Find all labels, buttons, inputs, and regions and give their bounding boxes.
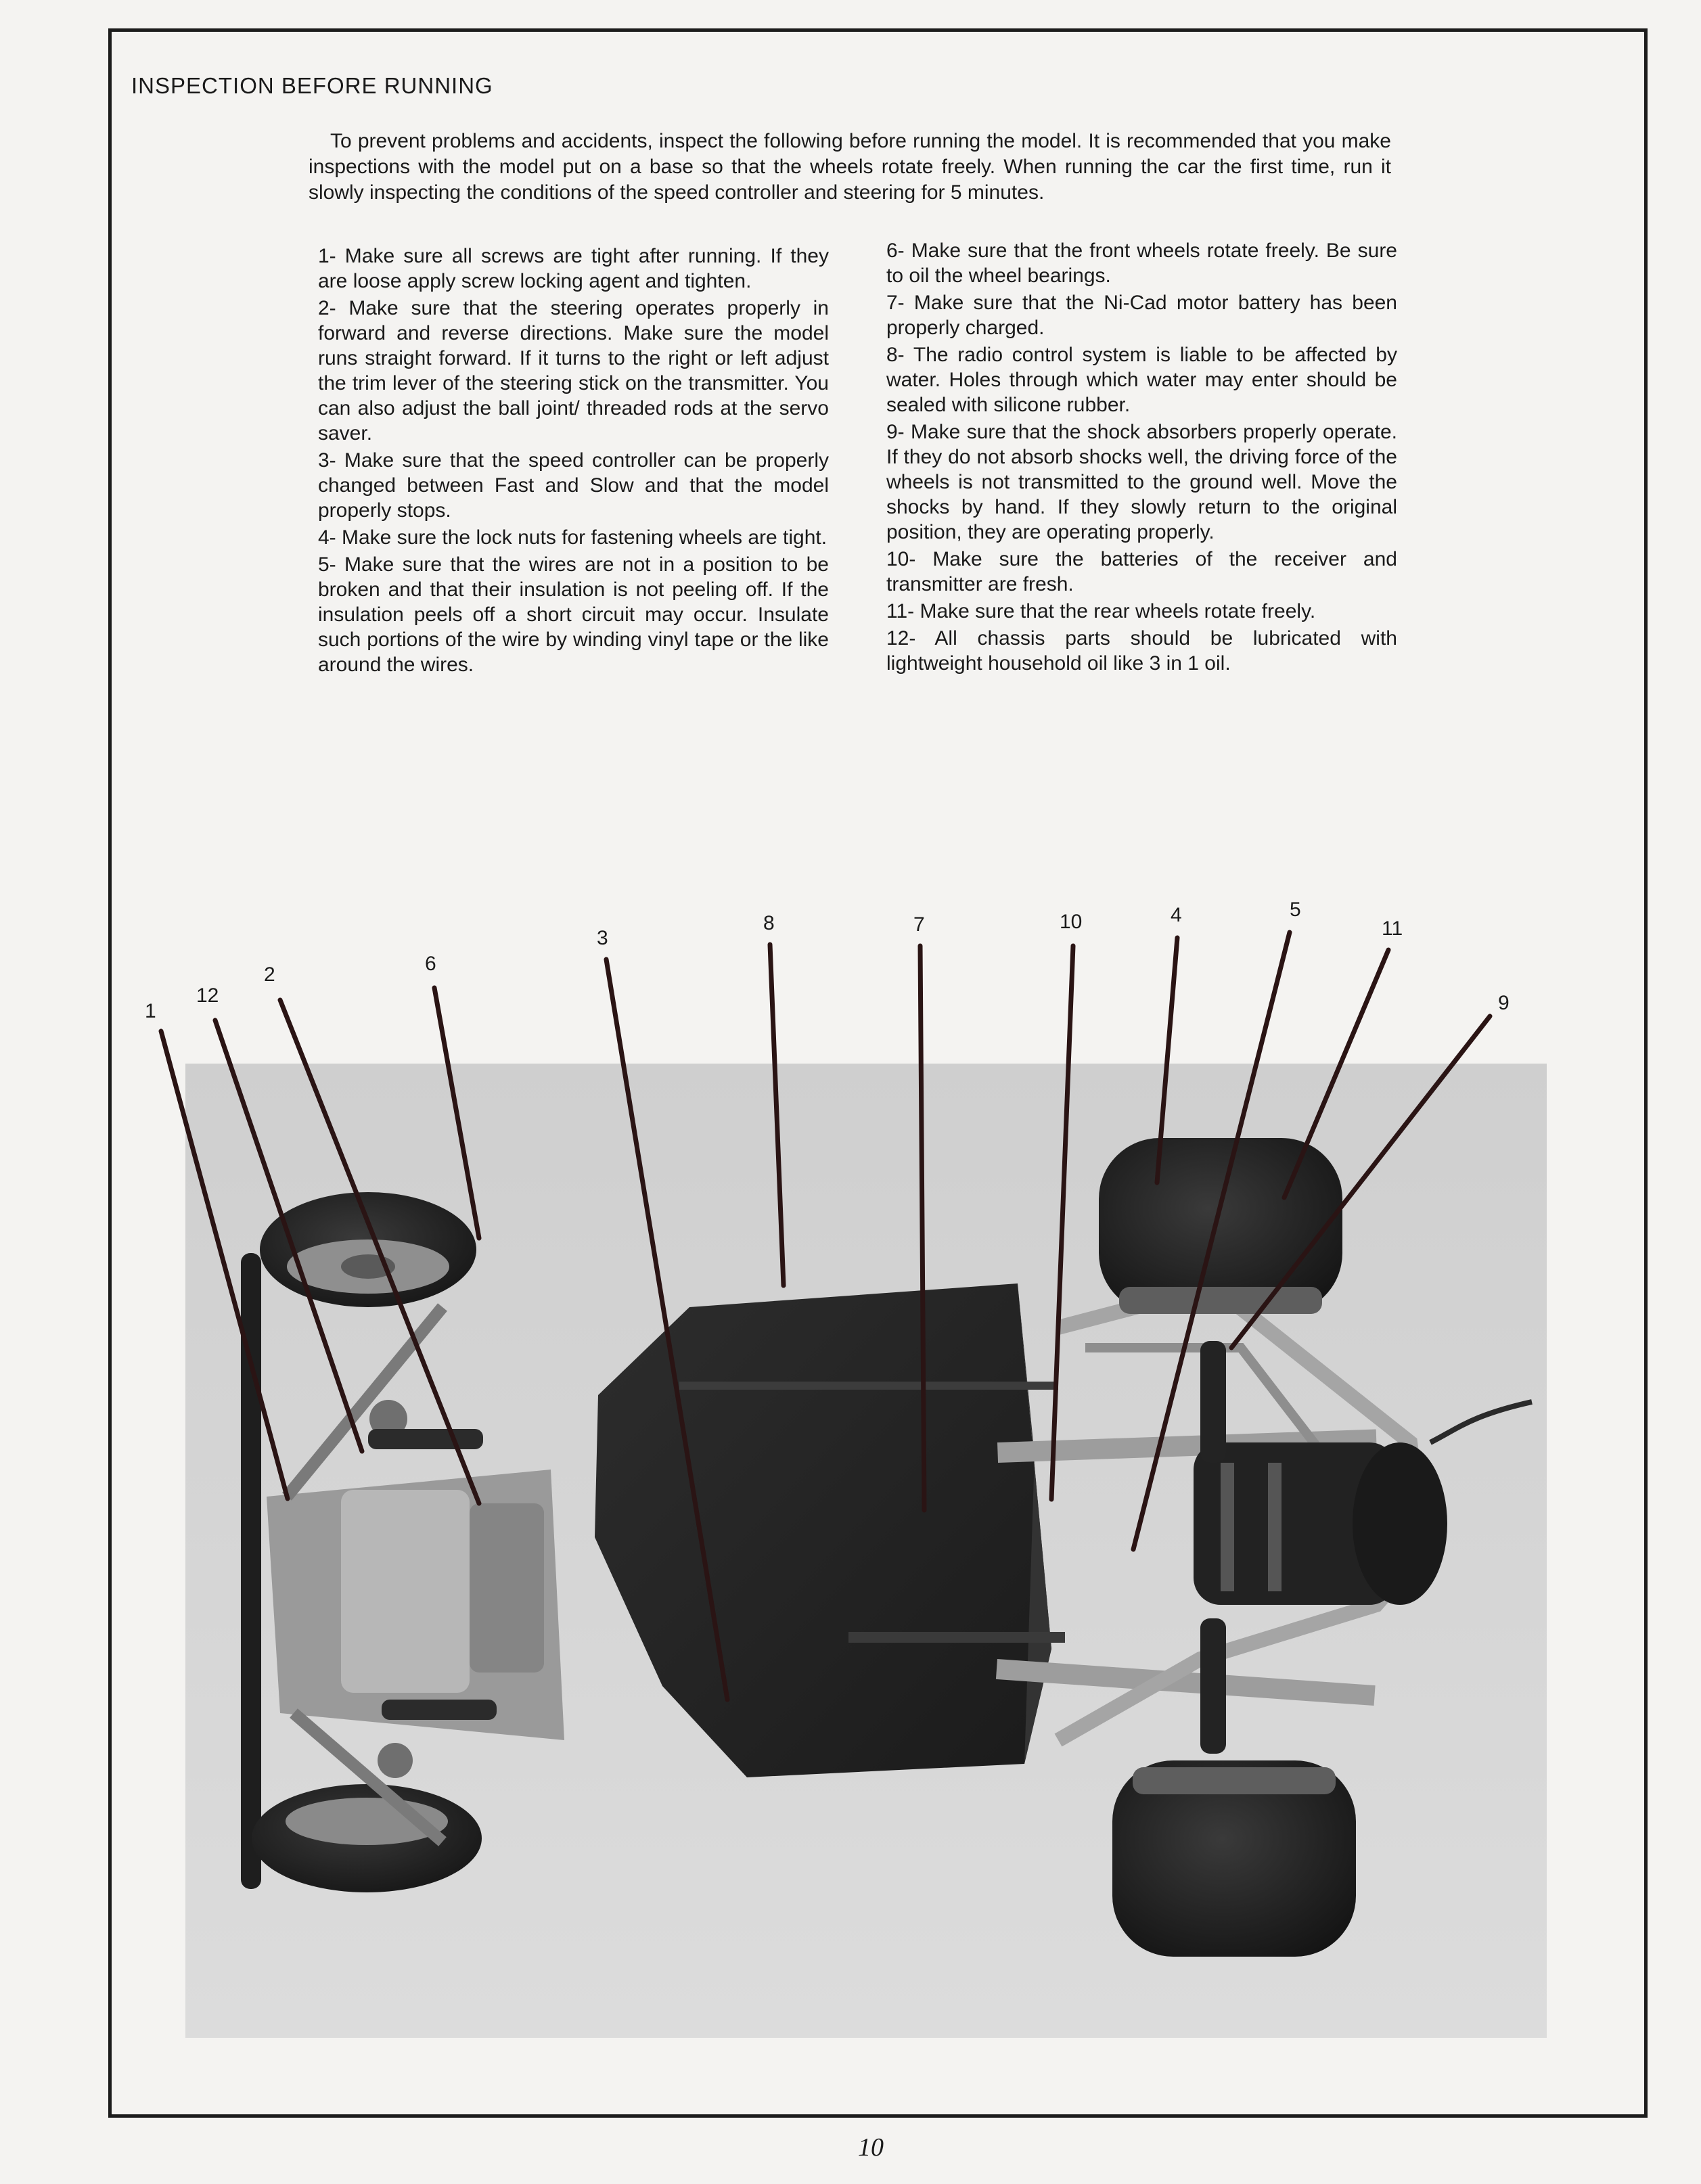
callout-number-3: 3 [597,927,608,949]
intro-paragraph: To prevent problems and accidents, inspect the following before running the model. It is recommended that you make inspections with the model put on a base so that the wheels rotate freely. When running the car the first time, run it slowly inspecting the conditions of the speed controller and steering for 5 minutes. [309,130,1391,204]
callout-number-9: 9 [1498,992,1510,1014]
page-title: INSPECTION BEFORE RUNNING [131,73,493,98]
checklist-item: 2- Make sure that the steering operates properly in forward and reverse directions. Make sure the model runs straight forward. If it turns to the right or left adjust the trim lever of the steering stick on the transmitter. You can also adjust the ball joint/ threaded rods at the servo saver. [318,297,829,445]
checklist-item: 7- Make sure that the Ni-Cad motor battery has been properly charged. [886,292,1397,339]
callout-number-6: 6 [425,953,436,975]
checklist-item: 4- Make sure the lock nuts for fastening wheels are tight. [318,526,827,549]
callout-number-1: 1 [145,1000,156,1022]
checklist-item: 8- The radio control system is liable to be affected by water. Holes through which water may enter should be sealed with silicone rubber. [886,344,1397,416]
checklist-item: 11- Make sure that the rear wheels rotate freely. [886,600,1316,622]
front-bumper [241,1253,261,1889]
callout-number-4: 4 [1171,904,1182,926]
callout-number-10: 10 [1060,911,1083,933]
checklist-item: 9- Make sure that the shock absorbers properly operate. If they do not absorb shocks well, the driving force of the wheels is not transmitted to the ground well. Move the shocks by hand. If they slowly return to the original position, they are operating properly. [886,421,1397,543]
checklist-item: 1- Make sure all screws are tight after running. If they are loose apply screw locking agent and tighten. [318,245,829,292]
callout-number-8: 8 [763,912,775,934]
chassis-photo [185,1064,1547,2038]
checklist-item: 3- Make sure that the speed controller can be properly changed between Fast and Slow and that the model properly stops. [318,449,829,522]
callout-number-7: 7 [913,913,925,936]
callout-number-5: 5 [1290,898,1301,921]
callout-number-12: 12 [196,984,219,1007]
checklist-item: 12- All chassis parts should be lubricated with lightweight household oil like 3 in 1 oil. [886,627,1397,675]
front-wheel-top [260,1192,476,1307]
rear-wheel-top [1099,1138,1342,1314]
front-wheel-bottom [252,1784,482,1892]
checklist-item: 5- Make sure that the wires are not in a position to be broken and that their insulation is not peeling off. If the insulation peels off a short circuit may occur. Insulate such portions of the wire by winding vinyl tape or the like around the wires. [318,553,829,676]
page-number: 10 [858,2133,884,2162]
motor [1194,1442,1447,1605]
callout-number-2: 2 [264,963,275,986]
checklist-item: 10- Make sure the batteries of the receiver and transmitter are fresh. [886,548,1397,595]
callout-number-11: 11 [1382,917,1403,940]
checklist-item: 6- Make sure that the front wheels rotate freely. Be sure to oil the wheel bearings. [886,240,1397,287]
checklist-right-column [886,238,1397,678]
rear-wheel-bottom [1112,1760,1356,1957]
checklist-left-column [318,244,829,679]
